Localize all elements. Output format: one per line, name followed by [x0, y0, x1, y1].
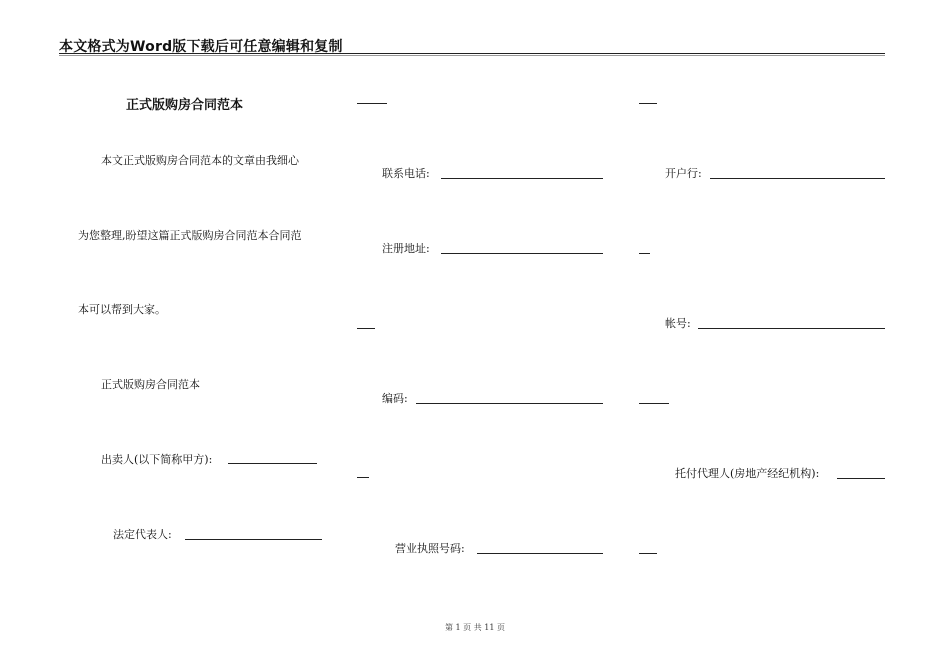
account-fill-line [698, 328, 885, 329]
blank-line [357, 328, 375, 329]
page-header-title: 本文格式为Word版下载后可任意编辑和复制 [59, 39, 343, 55]
blank-line [357, 477, 369, 478]
blank-line [639, 403, 669, 404]
intro-line-1: 本文正式版购房合同范本的文章由我细心 [101, 154, 299, 167]
postcode-label: 编码: [382, 392, 408, 405]
legal-representative-fill-line [185, 539, 322, 540]
blank-line [639, 253, 650, 254]
blank-line [357, 103, 387, 104]
registered-address-label: 注册地址: [382, 242, 430, 255]
page-footer: 第 1 页 共 11 页 [445, 623, 505, 632]
bank-label: 开户行: [665, 167, 702, 180]
blank-line [639, 103, 657, 104]
seller-label: 出卖人(以下简称甲方): [101, 453, 213, 466]
phone-fill-line [441, 178, 603, 179]
business-license-fill-line [477, 553, 603, 554]
postcode-fill-line [416, 403, 603, 404]
intro-line-3: 本可以帮到大家。 [78, 303, 166, 316]
intro-line-2: 为您整理,盼望这篇正式版购房合同范本合同范 [78, 229, 302, 242]
agent-label: 托付代理人(房地产经纪机构): [675, 467, 820, 480]
contract-subtitle: 正式版购房合同范本 [101, 378, 200, 391]
legal-representative-label: 法定代表人: [113, 528, 172, 541]
agent-fill-line [837, 478, 885, 479]
registered-address-fill-line [441, 253, 603, 254]
blank-line [639, 553, 657, 554]
account-label: 帐号: [665, 317, 691, 330]
business-license-label: 营业执照号码: [395, 542, 465, 555]
header-divider-secondary [59, 55, 885, 56]
seller-fill-line [228, 463, 317, 464]
phone-label: 联系电话: [382, 167, 430, 180]
bank-fill-line [710, 178, 885, 179]
document-title: 正式版购房合同范本 [126, 98, 244, 113]
header-divider [59, 53, 885, 54]
